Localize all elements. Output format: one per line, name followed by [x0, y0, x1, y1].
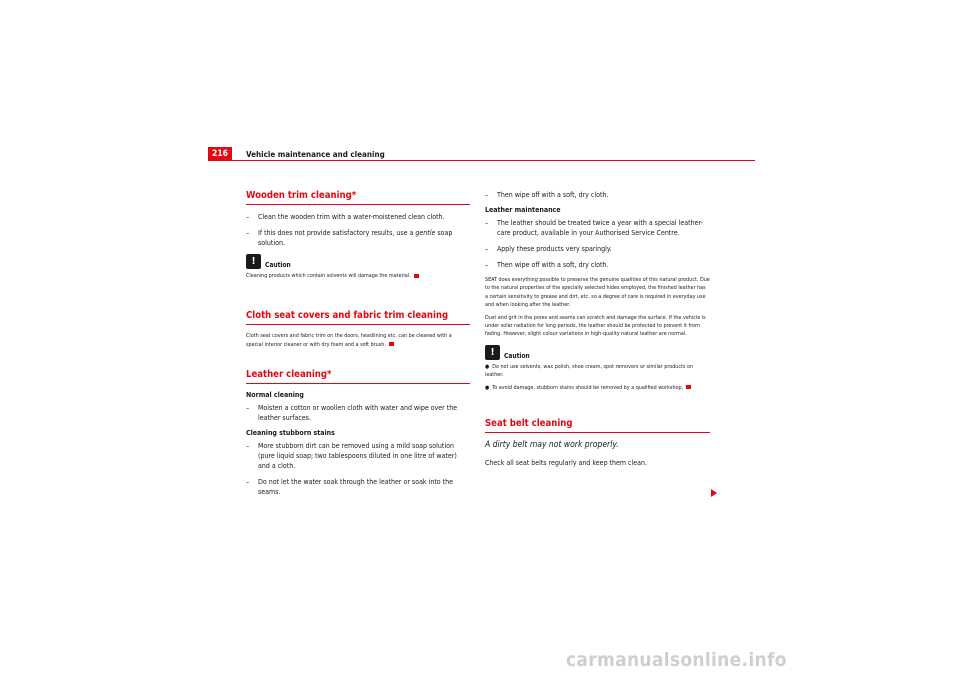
paragraph: Dust and grit in the pores and seams can scratch and damage the surface. If the vehicle is under solar radiation for long periods, the leather should be protected to prevent it from fading. However, slight colour variations in high-quality natural leather are normal.: [485, 314, 706, 338]
warning-icon: !: [246, 254, 261, 269]
warning-icon: !: [485, 345, 500, 360]
list-item: – More stubborn dirt can be removed using a mild soap solution (pure liquid soap; two tablespoons diluted in one litre of water) and a cloth.: [246, 442, 457, 471]
caution-label: Caution: [265, 261, 291, 269]
subheading-stubborn: Cleaning stubborn stains: [246, 429, 335, 438]
list-item: – Then wipe off with a soft, dry cloth.: [485, 261, 609, 269]
right-column: [485, 190, 710, 473]
caution-bullet: ● To avoid damage, stubborn stains should be removed by a qualified workshop.: [485, 384, 710, 392]
end-mark-icon: [389, 342, 394, 346]
list-item: – Do not let the water soak through the leather or soak into the seams.: [246, 478, 453, 497]
list-item: – Then wipe off with a soft, dry cloth.: [485, 191, 609, 199]
seatbelt-subtitle: A dirty belt may not work properly.: [485, 440, 619, 451]
dash-icon: –: [246, 213, 250, 221]
section-heading-cloth: Cloth seat covers and fabric trim cleaning: [246, 310, 470, 325]
list-item: – Clean the wooden trim with a water-moistened clean cloth.: [246, 213, 445, 221]
end-mark-icon: [686, 385, 691, 389]
watermark: carmanualsonline.info: [566, 649, 787, 671]
caution-header: [246, 254, 470, 269]
seatbelt-text: Check all seat belts regularly and keep them clean.: [485, 459, 647, 468]
paragraph: SEAT does everything possible to preserve the genuine qualities of this natural product. Due to the natural properties of the specially selected hides employed, the finished leather has a certain sensitivity to grease and dirt, etc. so a degree of care is required in everyday use and when looking after the leather.: [485, 277, 710, 309]
dash-icon: –: [485, 245, 489, 253]
bullet-icon: ●: [485, 363, 490, 370]
subheading-normal: Normal cleaning: [246, 391, 304, 400]
dash-icon: –: [246, 478, 250, 487]
dash-icon: –: [485, 219, 489, 227]
page-number: 216: [208, 147, 232, 161]
dash-icon: –: [246, 442, 250, 451]
left-column: [246, 190, 470, 503]
section-heading-leather: Leather cleaning*: [246, 369, 470, 384]
caution-label: Caution: [504, 351, 530, 360]
list-item: – The leather should be treated twice a year with a special leather-care product, available in your Authorised Service Centre.: [485, 219, 703, 237]
list-item: – Moisten a cotton or woollen cloth with water and wipe over the leather surfaces.: [246, 404, 458, 423]
chapter-title: Vehicle maintenance and cleaning: [246, 150, 385, 159]
section-heading-seatbelt: Seat belt cleaning: [485, 418, 710, 433]
dash-icon: –: [485, 261, 489, 269]
bullet-icon: ●: [485, 384, 490, 391]
dash-icon: –: [246, 404, 250, 413]
list-item: – If this does not provide satisfactory results, use a gentle soap solution.: [246, 229, 453, 247]
cloth-text: Cloth seat covers and fabric trim on the doors, headlining etc. can be cleaned with a special interior cleaner or with dry foam and a soft brush.: [246, 333, 452, 348]
caution-bullet: ● Do not use solvents, wax polish, shoe cream, spot removers or similar products on leather.: [485, 363, 694, 379]
end-mark-icon: [414, 274, 419, 278]
caution-header: [485, 345, 710, 360]
continue-arrow-icon: [711, 489, 717, 497]
section-heading-wooden: Wooden trim cleaning*: [246, 190, 470, 205]
dash-icon: –: [246, 229, 250, 237]
list-item: – Apply these products very sparingly.: [485, 245, 612, 253]
dash-icon: –: [485, 191, 489, 199]
subheading-maintenance: Leather maintenance: [485, 206, 561, 214]
caution-text: Cleaning products which contain solvents will damage the material.: [246, 272, 470, 280]
header-rule: [208, 160, 755, 161]
